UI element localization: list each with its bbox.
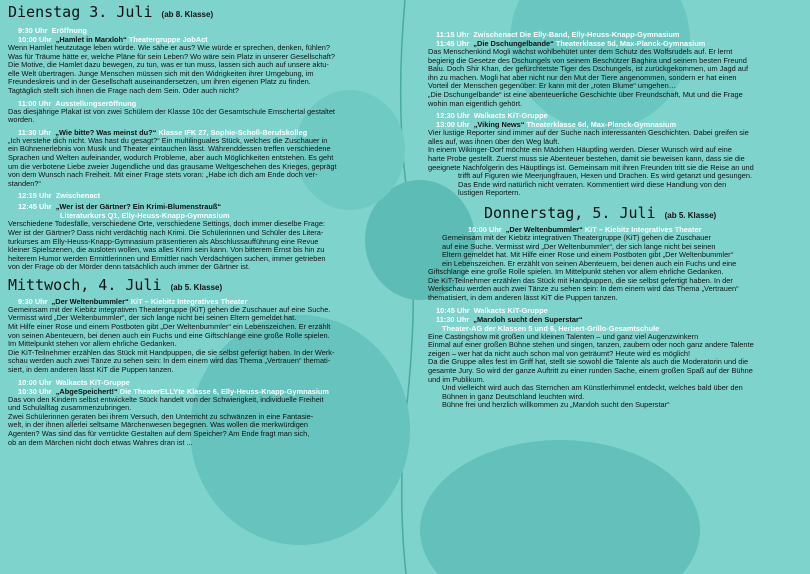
event-weltenbummler-thu: 10:00 Uhr „Der Weltenbummler“ KiT – Kiebitz Integratives Theater [468, 224, 702, 234]
desc-viking-news: Vier lustige Reporter sind immer auf der Suche nach interessanten Geschichten. Dabei greifen sie alles auf, was ihnen über den Weg läuft. In einem Wikinger-Dorf möchte ein Mädchen Häuptling werden. Dieser Wunsch wird auf eine harte Probe gestellt. Zuerst muss sie Abenteuer bestehen, damit sie beweisen kann, dass sie die geeignete Nachfolgerin des Häuptlings ist. Gemeinsam mit ihren Freunden tritt sie die Reise an und [428, 128, 754, 172]
desc-exhibition: Das diesjährige Plakat ist von zwei Schülern der Klasse 10c der Gesamtschule Emschertal gestaltet worden. [8, 106, 335, 125]
event-zwischenact: 12:15 Uhr Zwischenact [18, 191, 101, 201]
balloon-bottom-right [420, 440, 700, 574]
desc-superstar-cont: Und vielleicht wird auch das Sternchen am Künstlerhimmel entdeckt, welches bald über den Bühnen in ganz Deutschland leuchten wird. Bühne frei und herzlich willkommen zu „Marxloh sucht den Superstar“ [442, 383, 743, 410]
day-heading-tuesday: Dienstag 3. Juli (ab 8. Klasse) [8, 3, 214, 21]
event-walkacts-thu: 10:45 Uhr Walkacts KiT-Gruppe [436, 305, 548, 315]
desc-gaertner: Verschiedene Todesfälle, verschiedene Orte, verschiedene Settings, doch immer dieselbe Frage: Wer ist der Gärtner? Dass nicht verdächtig nach Krimi. Die Schülerinnen und Schüler des Litera- turkurses am Elly-Heuss-Knapp-Gymnasium präsentieren als Abschlussaufführung eine Revue kleiner Spielszenen, die ausloten wollen, was alles Krimi sein kann. Von bitterem Ernst bis hin zu heiterem Humor werden Ermittlerinnen und Ermittler nach Verdächtigen suchen, immer getrieben von der Frage ob der Mörder denn tatsächlich auch immer der Gärtner ist. [8, 219, 326, 272]
day-heading-wednesday: Mittwoch, 4. Juli (ab 5. Klasse) [8, 275, 223, 294]
event-superstar-group: Theater-AG der Klassen 5 und 6, Herbert-Grillo-Gesamtschule [442, 323, 660, 333]
event-superstar: 11:30 Uhr „Marxloh sucht den Superstar“ [436, 314, 583, 324]
desc-viking-news-cont: trifft auf Figuren wie Meerjungfrauen, Hexen und Drachen. Es wird getanzt und gesungen. Das Ende wird natürlich nicht verraten. Kommentiert wird diese Handlung von den lustigen Reportern. [458, 171, 753, 198]
event-walkacts-wed: 10:00 Uhr Walkacts KiT-Gruppe [18, 377, 130, 387]
event-weltenbummler-wed: 9:30 Uhr „Der Weltenbummler“ KiT – Kiebitz Integratives Theater [18, 296, 248, 306]
right-column [428, 0, 802, 413]
event-viking-news: 13:00 Uhr „Viking News“ Theaterklasse 6d, Max-Planck-Gymnasium [436, 120, 677, 130]
event-wie-bitte: 11:30 Uhr „Wie bitte? Was meinst du?“ Klasse IFK 27, Sophie-Scholl-Berufskolleg [18, 127, 308, 137]
desc-weltenbummler-wed: Gemeinsam mit der Kiebitz integrativen Theatergruppe (KiT) gehen die Zuschauer auf eine Suche. Vermisst wird „Der Weltenbummler“, der sich lange nicht bei seinen Eltern gemeldet hat. Mit Hilfe einer Rose und einem Postboten gibt „Der Weltenbummler“ ein Lebenszeichen. Er erzählt von seinen Abenteuern, bei denen auch ein Fuchs und eine Giftschlange eine große Rolle spielen. Im Mittelpunkt stehen vor allem ehrliche Gedanken. Die KiT-Teilnehmer erzählen das Stück mit Handpuppen, die sie selbst gefertigt haben. In der Werk- schau werden auch zwei Tänze zu sehen sein: In dem einem wird das Thema „Vertrauen“ themati- siert, in dem anderen lässt KiT die Puppen tanzen. [8, 304, 335, 375]
desc-superstar: Eine Castingshow mit großen und kleinen Talenten – und ganz viel Augenzwinkern Einmal auf einer großen Bühne stehen und singen, tanzen, zaubern oder noch ganz andere Talente zeigen – wer hat da nicht auch schon mal von geträumt? Heute wird es möglich! Da die Gruppe alles fest im Griff hat, stellt sie sowohl die Talente als auch die Moderatorin und die gesamte Jury. So wird der ganze Auftritt zu einer runden Sache, einem großen Spaß auf der Bühne und im Publikum. [428, 331, 754, 384]
event-elly-band: 11:15 Uhr Zwischenact Die Elly-Band, Elly-Heuss-Knapp-Gymnasium [436, 30, 680, 39]
desc-wie-bitte: „Ich verstehe dich nicht. Was hast du gesagt?“ Ein multilinguales Stück, welches die Zuschauer in ein Bühnenerlebnis von Musik und Theater eintauchen lässt. Währenddessen treffen verschiedene Sprachen und Welten aufeinander, wodurch Probleme, aber auch Möglichkeiten entstehen. Es geht um die verbotene Liebe zweier Jugendliche und das grausame Weltgeschehen des Krieges, geprägt von dem Wunsch nach Freiheit. Mit einer Frage stets voran: „Habe ich dich am Ende doch ver- standen?“ [8, 135, 337, 188]
desc-dschungelbande: Das Menschenkind Mogli wächst wohlbehütet unter dem Schutz des Wolfsrudels auf. Er lernt begierig die Gesetze des Dschungels von seinem Beschützer Baghira und seinem besten Freund Balu. Doch Shir Khan, der gefürchtetste Tiger des Dschungels, ist zurückgekommen, um Jagd auf ihn zu machen. Mogli hat aber nicht nur den Mut der Tiere angenommen, sondern er hat einen Vorteil der Menschen gegenüber: Er kann mit der „roten Blume“ umgehen… „Die Dschungelbande“ ist eine abenteuerliche Geschichte über Freundschaft, Mut und die Frage wohin man eigentlich gehört. [428, 47, 749, 108]
event-gaertner: 12:45 Uhr „Wer ist der Gärtner? Ein Krimi-Blumenstrauß“ [18, 202, 222, 212]
event-abgespeichert: 10:30 Uhr „AbgeSpeichert!“ Die TheaterELLYte Klasse 6, Elly-Heuss-Knapp-Gymnasium [18, 386, 329, 396]
desc-hamlet: Wenn Hamlet heutzutage leben würde. Wie sähe er aus? Wie würde er sprechen, denken, fühlen? Was für Träume hätte er, welche Pläne für sein Leben? Wo wäre sein Platz in unserer Gesellschaft? Die Motive, die Hamlet dazu bewegen, zu tun, was er tun muss, lassen sich auch auf unsere aktu- elle Welt übertragen. Junge Menschen müssen sich mit den Widrigkeiten ihrer Umgebung, im Freundeskreis und in der Gesellschaft auseinandersetzen, um ihren eigenen Platz zu finden. Tagtäglich stellt sich ihnen die Frage nach dem Sein. Oder auch nicht? [8, 43, 335, 95]
event-exhibition: 11:00 Uhr Ausstellungseröffnung [18, 98, 137, 108]
day-heading-thursday: Donnerstag, 5. Juli (ab 5. Klasse) [484, 203, 717, 222]
event-opening: 9:30 Uhr Eröffnung [18, 26, 87, 35]
desc-weltenbummler-thu-cont: Giftschlange eine große Rolle spielen. Im Mittelpunkt stehen vor allem ehrliche Gedanken. Die KiT-Teilnehmer erzählen das Stück mit Handpuppen, die sie selbst gefertigt haben. In der Werkschau werden auch zwei Tänze zu sehen sein: In dem einem wird das Thema „Vertrauen“ thematisiert, in dem anderen lässt KiT die Puppen tanzen. [428, 267, 739, 303]
event-dschungelbande: 11:45 Uhr „Die Dschungelbande“ Theaterklasse 5d, Max-Planck-Gymnasium [436, 39, 706, 48]
desc-weltenbummler-thu: Gemeinsam mit der Kiebitz integrativen Theatergruppe (KiT) gehen die Zuschauer auf eine Suche. Vermisst wird „Der Weltenbummler“, der sich lange nicht bei seinen Eltern gemeldet hat. Mit Hilfe einer Rose und einem Postboten gibt „Der Weltenbummler“ ein Lebenszeichen. Er erzählt von seinen Abenteuern, bei denen auch ein Fuchs und eine [442, 232, 737, 268]
event-hamlet: 10:00 Uhr „Hamlet in Marxloh“ Theatergruppe JobAct [18, 35, 208, 44]
event-walkacts-tue: 12:30 Uhr Walkacts KiT-Gruppe [436, 111, 548, 121]
left-column [8, 0, 396, 450]
desc-abgespeichert: Das von den Kindern selbst entwickelte Stück handelt von der Schwierigkeit, individuelle Freiheit und Schulalltag zusammenzubringen. Zwei Schülerinnen geraten bei ihrem Versuch, den Unterricht zu schwänzen in eine Fantasie- welt, in der ihnen allerlei seltsame Märchenwesen begegnen. Was wollen die merkwürdigen Agenten? Was sind das für verrückte Gestalten auf dem Speicher? Am Ende fragt man sich, ob an dem Märchen nicht doch etwas Wahres dran ist ... [8, 394, 324, 447]
event-gaertner-group: Literaturkurs Q1, Elly-Heuss-Knapp-Gymnasium [60, 211, 230, 221]
